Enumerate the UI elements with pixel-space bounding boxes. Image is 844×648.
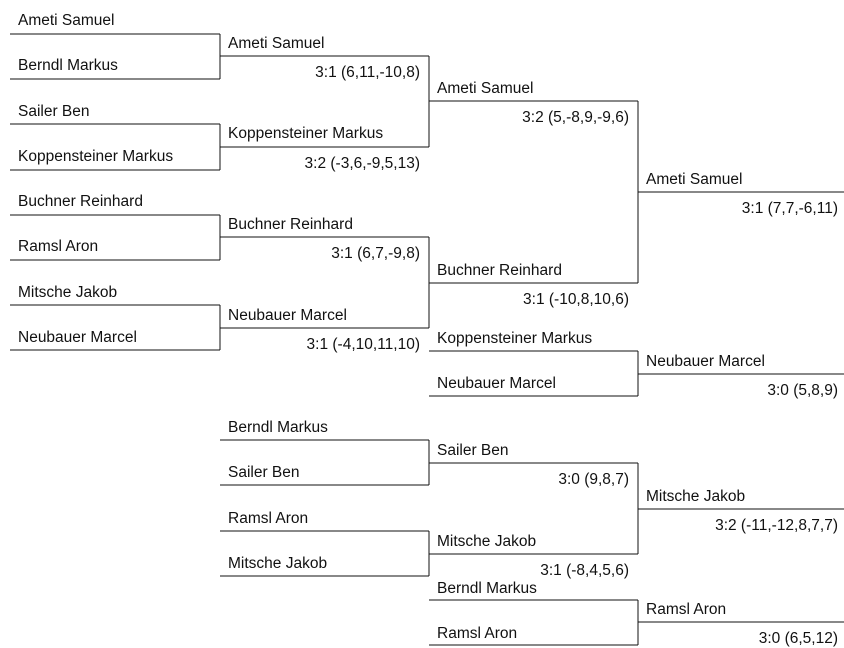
winner-name: Ramsl Aron	[646, 601, 727, 618]
match-score: 3:1 (7,7,-6,11)	[741, 200, 838, 217]
winner-name: Mitsche Jakob	[437, 533, 537, 550]
match-score: 3:1 (-4,10,11,10)	[306, 336, 420, 353]
match-score: 3:2 (-3,6,-9,5,13)	[304, 155, 420, 172]
player-name: Mitsche Jakob	[228, 555, 328, 572]
match-score: 3:1 (6,7,-9,8)	[331, 245, 420, 262]
player-name: Neubauer Marcel	[437, 375, 556, 392]
player-name: Berndl Markus	[437, 580, 537, 597]
main-bracket-labels	[18, 12, 838, 353]
match-score: 3:2 (-11,-12,8,7,7)	[715, 517, 838, 534]
consolation-bracket-labels	[228, 419, 838, 579]
player-name: Ramsl Aron	[437, 625, 518, 642]
player-name: Mitsche Jakob	[18, 284, 118, 301]
player-name: Ameti Samuel	[18, 12, 115, 29]
player-name: Neubauer Marcel	[18, 329, 137, 346]
winner-name: Ameti Samuel	[228, 35, 325, 52]
player-name: Ramsl Aron	[228, 510, 309, 527]
winner-name: Buchner Reinhard	[228, 216, 353, 233]
player-name: Buchner Reinhard	[18, 193, 143, 210]
champion-name: Ameti Samuel	[646, 171, 743, 188]
player-name: Koppensteiner Markus	[18, 148, 174, 165]
winner-name: Sailer Ben	[437, 442, 509, 459]
match-score: 3:2 (5,-8,9,-9,6)	[522, 109, 629, 126]
player-name: Sailer Ben	[228, 464, 300, 481]
main-bracket-lines	[10, 34, 844, 350]
match-score: 3:0 (9,8,7)	[558, 471, 629, 488]
winner-name: Mitsche Jakob	[646, 488, 746, 505]
winner-name: Neubauer Marcel	[228, 307, 347, 324]
winner-name: Ameti Samuel	[437, 80, 534, 97]
match-score: 3:1 (-8,4,5,6)	[540, 562, 629, 579]
player-name: Sailer Ben	[18, 103, 90, 120]
winner-name: Buchner Reinhard	[437, 262, 562, 279]
winner-name: Koppensteiner Markus	[228, 125, 384, 142]
player-name: Ramsl Aron	[18, 238, 99, 255]
match-score: 3:0 (6,5,12)	[758, 630, 838, 647]
player-name: Koppensteiner Markus	[437, 330, 593, 347]
match-score: 3:1 (-10,8,10,6)	[523, 291, 629, 308]
player-name: Berndl Markus	[18, 57, 118, 74]
player-name: Berndl Markus	[228, 419, 328, 436]
winner-name: Neubauer Marcel	[646, 353, 765, 370]
match-score: 3:0 (5,8,9)	[767, 382, 838, 399]
match-score: 3:1 (6,11,-10,8)	[315, 64, 420, 81]
